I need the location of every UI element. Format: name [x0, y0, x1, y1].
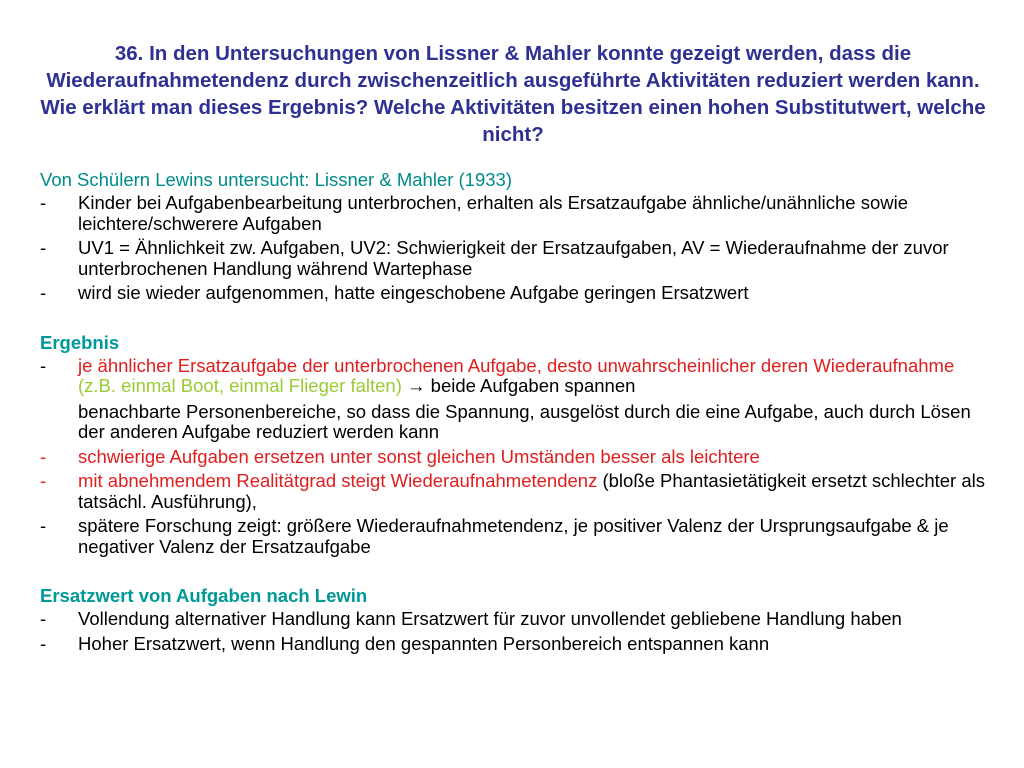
- item-continuation: benachbarte Personenbereiche, so dass die Spannung, ausgelöst durch die eine Aufgabe, auch durch Lösen der anderen Aufgabe reduziert werden kann: [78, 400, 971, 442]
- bullet-dash: -: [40, 515, 47, 536]
- list-item: [40, 516, 990, 557]
- list-item: [40, 609, 990, 630]
- item-text: spätere Forschung zeigt: größere Wiederaufnahmetendenz, je positiver Valenz der Ursprungsaufgabe & je negativer Valenz der Ersatzaufgabe: [78, 515, 949, 557]
- item-text-red: je ähnlicher Ersatzaufgabe der unterbrochenen Aufgabe, desto unwahrscheinlicher deren Wiederaufnahme: [78, 354, 955, 376]
- slide-title: 36. In den Untersuchungen von Lissner & Mahler konnte gezeigt werden, dass die Wiederaufnahmetendenz durch zwischenzeitlich ausgeführte Aktivitäten reduziert werden kann. Wie erklärt man dieses Ergebnis? Welche Aktivitäten besitzen einen hohen Substitutwert, welche nicht?: [40, 42, 986, 146]
- item-text: beide Aufgaben spannen: [430, 375, 636, 396]
- bullet-dash: -: [40, 237, 47, 258]
- bullet-dash: -: [40, 282, 47, 303]
- bullet-dash: -: [40, 608, 47, 629]
- studies-list: [40, 193, 990, 304]
- bullet-dash: -: [40, 470, 47, 491]
- list-item: [40, 238, 990, 279]
- item-text: UV1 = Ähnlichkeit zw. Aufgaben, UV2: Schwierigkeit der Ersatzaufgaben, AV = Wiederaufnahme der zuvor unterbrochenen Handlung während Wartephase: [78, 237, 949, 279]
- list-item: [40, 193, 990, 234]
- item-example-green: (z.B. einmal Boot, einmal Flieger falten): [78, 375, 402, 396]
- section-heading-substitute-value: Ersatzwert von Aufgaben nach Lewin: [40, 585, 368, 606]
- spacer: [40, 308, 990, 330]
- list-item: [40, 283, 990, 304]
- item-text-red: mit abnehmendem Realitätgrad steigt Wiederaufnahmetendenz: [78, 470, 598, 491]
- list-item: [40, 447, 990, 468]
- spacer: [40, 561, 990, 583]
- item-text: Hoher Ersatzwert, wenn Handlung den gespannten Personbereich entspannen kann: [78, 632, 770, 654]
- item-text: Vollendung alternativer Handlung kann Ersatzwert für zuvor unvollendet gebliebene Handlung haben: [78, 608, 902, 629]
- bullet-dash: -: [40, 632, 47, 654]
- item-text-red: schwierige Aufgaben ersetzen unter sonst gleichen Umständen besser als leichtere: [78, 445, 760, 467]
- bullet-dash: -: [40, 445, 47, 467]
- section-heading-result: Ergebnis: [40, 331, 120, 353]
- bullet-dash: -: [40, 354, 47, 376]
- item-text: (bloße Phantasietätigkeit ersetzt schlechter als tatsächl. Ausführung),: [78, 470, 985, 512]
- list-item: [40, 356, 990, 443]
- arrow-right-icon: →: [407, 375, 426, 396]
- item-text: Kinder bei Aufgabenbearbeitung unterbrochen, erhalten als Ersatzaufgabe ähnliche/unähnliche sowie leichtere/schwerere Aufgaben: [78, 192, 909, 234]
- bullet-dash: -: [40, 192, 47, 213]
- slide-body: [40, 167, 990, 658]
- item-text: wird sie wieder aufgenommen, hatte eingeschobene Aufgabe geringen Ersatzwert: [78, 282, 749, 303]
- list-item: [40, 471, 990, 512]
- substitute-list: [40, 609, 990, 654]
- result-list: [40, 356, 990, 558]
- section-heading-studies: Von Schülern Lewins untersucht: Lissner & Mahler (1933): [40, 169, 513, 190]
- list-item: [40, 634, 990, 655]
